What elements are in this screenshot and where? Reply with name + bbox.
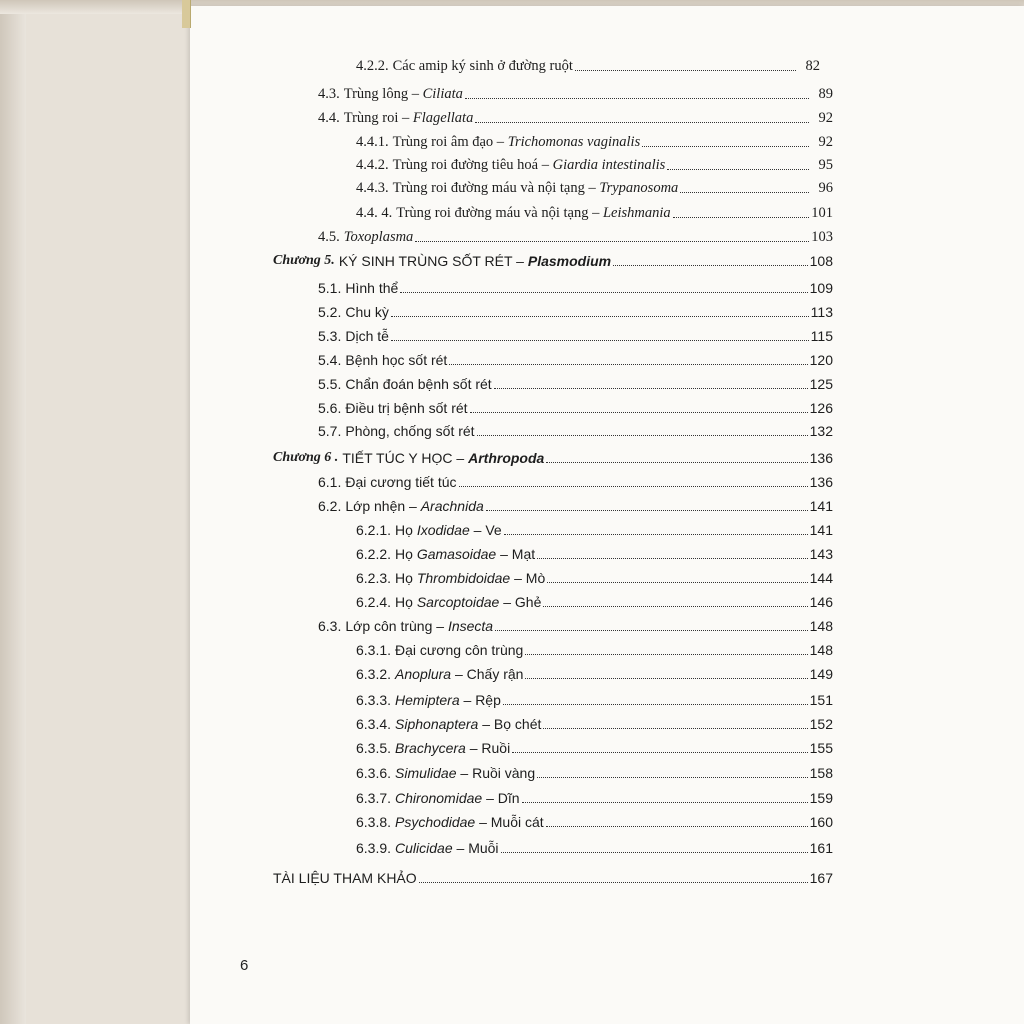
toc-entry-page: 158: [809, 765, 833, 781]
toc-entry-common-name: – Ve: [469, 522, 502, 538]
toc-entry: [356, 666, 833, 682]
toc-entry-page: 125: [809, 376, 833, 392]
toc-entry-page: 92: [818, 134, 833, 150]
toc-entry-number: Chương 6 .: [273, 450, 339, 465]
toc-entry-number: 4.3.: [318, 86, 340, 102]
toc-entry-title: [344, 229, 414, 245]
toc-entry-title: [345, 352, 447, 368]
toc-entry-number: 5.1.: [318, 280, 342, 296]
toc-entry-number: 4.4.1.: [356, 134, 389, 150]
toc-entry-title: [396, 205, 670, 221]
toc-entry-page: 95: [818, 157, 833, 173]
toc-entry: [356, 180, 833, 196]
toc-entry-common-name: – Mò: [510, 570, 546, 586]
dot-leader: [486, 510, 808, 511]
toc-entry-number: 6.2.4.: [356, 594, 392, 610]
toc-entry: [318, 328, 833, 344]
toc-entry-number: 6.2.2.: [356, 546, 392, 562]
toc-entry-latin-name: Toxoplasma: [343, 229, 414, 245]
toc-entry-title-text: KÝ SINH TRÙNG SỐT RÉT –: [338, 253, 528, 269]
dot-leader: [543, 606, 807, 607]
toc-entry-number: 5.7.: [318, 423, 342, 439]
toc-entry-number: 6.3.8.: [356, 814, 392, 830]
toc-entry-latin-name: Thrombidoidae: [416, 570, 511, 586]
dot-leader: [494, 388, 808, 389]
toc-entry-title-text: Họ: [395, 546, 417, 562]
dot-leader: [475, 122, 809, 123]
toc-entry: [318, 618, 833, 634]
toc-entry-title-text: Đại cương tiết túc: [345, 474, 457, 490]
toc-entry-number: 6.3.3.: [356, 692, 392, 708]
dot-leader: [667, 169, 809, 170]
toc-entry: [356, 692, 833, 708]
dot-leader: [546, 462, 807, 463]
toc-entry: [318, 352, 833, 368]
toc-entry-title: [395, 642, 523, 658]
toc-entry: [356, 716, 833, 732]
toc-entry-title-text: Họ: [395, 594, 417, 610]
toc-entry-title: [342, 450, 544, 466]
toc-entry-latin-name: Plasmodium: [527, 253, 612, 269]
dot-leader: [419, 882, 808, 883]
toc-entry-title: [395, 522, 502, 538]
toc-entry-number: 6.3.5.: [356, 740, 392, 756]
toc-entry-title: [393, 180, 679, 196]
toc-entry-title: [395, 790, 520, 806]
toc-entry-title-text: Hình thể: [345, 280, 399, 296]
toc-entry-title-text: Trùng roi –: [343, 110, 413, 126]
dot-leader: [459, 486, 808, 487]
toc-entry-latin-name: Hemiptera: [395, 692, 460, 708]
toc-entry-latin-name: Anoplura: [395, 666, 452, 682]
toc-entry-latin-name: Simulidae: [395, 765, 457, 781]
toc-entry-title-text: Họ: [395, 522, 417, 538]
toc-entry-number: 4.5.: [318, 229, 340, 245]
toc-entry-page: 120: [809, 352, 833, 368]
toc-entry-common-name: – Bọ chét: [478, 716, 542, 732]
toc-entry-title-text: Trùng roi đường máu và nội tạng –: [392, 180, 600, 196]
page-number: 6: [240, 957, 249, 974]
toc-entry-common-name: – Ruồi: [465, 740, 511, 756]
toc-entry: [356, 134, 833, 150]
toc-entry-number: 4.2.2.: [356, 58, 389, 74]
toc-entry-latin-name: Arthropoda: [468, 450, 545, 466]
toc-entry-number: 6.3.7.: [356, 790, 392, 806]
dot-leader: [522, 802, 808, 803]
toc-entry-page: 144: [809, 570, 833, 586]
toc-entry-page: 151: [809, 692, 833, 708]
dot-leader: [525, 678, 807, 679]
toc-entry: [318, 498, 833, 514]
toc-entry-title: [345, 618, 493, 634]
toc-entry-number: 5.4.: [318, 352, 342, 368]
toc-entry-common-name: – Ghẻ: [499, 594, 542, 610]
toc-entry-number: 6.3.4.: [356, 716, 392, 732]
toc-entry-latin-name: Siphonaptera: [395, 716, 479, 732]
toc-entry-number: 4.4.: [318, 110, 340, 126]
toc-entry-title: [395, 570, 545, 586]
dot-leader: [525, 654, 807, 655]
dot-leader: [504, 534, 808, 535]
toc-entry: [273, 870, 833, 886]
toc-entry-latin-name: Brachycera: [395, 740, 466, 756]
toc-entry-title: [395, 740, 510, 756]
toc-entry-title: [395, 692, 501, 708]
toc-entry-title: [345, 498, 483, 514]
toc-entry-page: 101: [811, 205, 833, 221]
dot-leader: [501, 852, 808, 853]
toc-entry-title: [345, 474, 456, 490]
toc-entry-number: 6.2.1.: [356, 522, 392, 538]
toc-entry: [356, 814, 833, 830]
dot-leader: [415, 241, 809, 242]
toc-entry-title: [339, 253, 611, 269]
toc-entry-number: 6.1.: [318, 474, 342, 490]
toc-entry-page: 155: [809, 740, 833, 756]
toc-entry-title: [395, 840, 499, 856]
toc-entry-title: [345, 400, 467, 416]
dot-leader: [477, 435, 808, 436]
dot-leader: [546, 826, 808, 827]
toc-entry-title-text: Trùng roi đường tiêu hoá –: [392, 157, 553, 173]
toc-entry: [318, 86, 833, 102]
dot-leader: [537, 777, 808, 778]
toc-entry-page: 159: [809, 790, 833, 806]
toc-entry-title-text: Dịch tễ: [345, 328, 389, 344]
dot-leader: [503, 704, 808, 705]
dot-leader: [642, 146, 809, 147]
toc-entry-common-name: – Rệp: [459, 692, 501, 708]
dot-leader: [400, 292, 807, 293]
toc-entry-page: 82: [805, 58, 820, 74]
toc-entry: [318, 229, 833, 245]
toc-entry-latin-name: Arachnida: [420, 498, 484, 514]
dot-leader: [673, 217, 809, 218]
toc-entry-number: 6.3.: [318, 618, 342, 634]
toc-entry-title: [393, 134, 641, 150]
toc-entry-page: 108: [809, 253, 833, 269]
toc-entry-page: 136: [809, 450, 833, 466]
toc-entry: [356, 58, 820, 74]
dot-leader: [470, 412, 808, 413]
toc-entry-latin-name: Leishmania: [602, 205, 671, 221]
toc-entry-title-text: Trùng roi âm đạo –: [392, 134, 508, 150]
toc-entry-page: 141: [809, 522, 833, 538]
toc-entry: [356, 740, 833, 756]
toc-entry-title-text: Các amip ký sinh ở đường ruột: [392, 58, 573, 74]
toc-entry-number: 5.6.: [318, 400, 342, 416]
toc-entry-title-text: TÀI LIỆU THAM KHẢO: [273, 870, 417, 886]
toc-entry-page: 161: [809, 840, 833, 856]
toc-entry-number: 4.4.3.: [356, 180, 389, 196]
toc-entry-title: [395, 666, 523, 682]
toc-entry-title: [395, 594, 541, 610]
toc-entry-common-name: – Muỗi cát: [475, 814, 544, 830]
toc-entry-latin-name: Chironomidae: [395, 790, 483, 806]
toc-entry: [356, 765, 833, 781]
toc-entry: [356, 522, 833, 538]
toc-entry: [318, 376, 833, 392]
toc-entry-title-text: Đại cương côn trùng: [395, 642, 524, 658]
toc-entry-title: [395, 814, 544, 830]
dot-leader: [465, 98, 809, 99]
toc-entry-title: [395, 716, 541, 732]
toc-entry: [356, 840, 833, 856]
toc-entry-latin-name: Sarcoptoidae: [416, 594, 500, 610]
toc-entry-page: 113: [810, 304, 833, 320]
toc-entry-page: 148: [809, 642, 833, 658]
toc-entry: [356, 546, 833, 562]
dot-leader: [543, 728, 807, 729]
toc-entry-page: 149: [809, 666, 833, 682]
toc-entry-latin-name: Gamasoidae: [416, 546, 497, 562]
toc-entry-title-text: Bệnh học sốt rét: [345, 352, 448, 368]
toc-entry-latin-name: Insecta: [447, 618, 494, 634]
toc-entry-page: 146: [809, 594, 833, 610]
toc-entry-title: [393, 58, 573, 74]
toc-entry-latin-name: Psychodidae: [395, 814, 476, 830]
toc-entry-common-name: – Muỗi: [452, 840, 499, 856]
toc-entry: [318, 110, 833, 126]
toc-entry-title: [395, 546, 535, 562]
toc-entry-number: 5.5.: [318, 376, 342, 392]
toc-entry-latin-name: Giardia intestinalis: [552, 157, 666, 173]
toc-entry-page: 141: [809, 498, 833, 514]
toc-entry-number: 6.3.6.: [356, 765, 392, 781]
toc-entry-title: [393, 157, 666, 173]
dot-leader: [495, 630, 808, 631]
toc-entry-title-text: Điều trị bệnh sốt rét: [345, 400, 468, 416]
toc-entry-common-name: – Ruồi vàng: [456, 765, 536, 781]
toc-entry-page: 126: [809, 400, 833, 416]
toc-entry-number: 4.4. 4.: [356, 205, 393, 221]
toc-entry-title-text: Chu kỳ: [345, 304, 389, 320]
toc-entry-number: 5.2.: [318, 304, 342, 320]
toc-entry-title: [345, 423, 474, 439]
toc-entry-latin-name: Flagellata: [412, 110, 474, 126]
toc-entry-title: [345, 328, 389, 344]
toc-entry: [356, 205, 833, 221]
toc-entry-page: 92: [818, 110, 833, 126]
toc-entry: [356, 594, 833, 610]
toc-entry-title-text: Chẩn đoán bệnh sốt rét: [345, 376, 492, 392]
toc-entry-number: 6.3.9.: [356, 840, 392, 856]
toc-entry-title: [345, 280, 398, 296]
dot-leader: [391, 340, 809, 341]
toc-entry-title: [395, 765, 535, 781]
toc-entry-title: [344, 86, 463, 102]
toc-entry-title-text: Họ: [395, 570, 417, 586]
dot-leader: [512, 752, 807, 753]
toc-entry-common-name: – Chấy rận: [451, 666, 524, 682]
toc-entry-page: 89: [818, 86, 833, 102]
toc-entry-number: 6.3.2.: [356, 666, 392, 682]
toc-entry-number: 4.4.2.: [356, 157, 389, 173]
toc-entry-page: 96: [818, 180, 833, 196]
toc-entry: [318, 304, 833, 320]
toc-entry-title: [344, 110, 474, 126]
toc-entry: [318, 474, 833, 490]
toc-entry-latin-name: Ciliata: [422, 86, 463, 102]
toc-chapter-entry: [273, 253, 833, 269]
toc-entry-page: 103: [811, 229, 833, 245]
toc-entry-common-name: – Mạt: [496, 546, 536, 562]
dot-leader: [537, 558, 808, 559]
dot-leader: [613, 265, 808, 266]
toc-entry-page: 132: [809, 423, 833, 439]
toc-entry-number: 6.2.: [318, 498, 342, 514]
toc-entry-page: 148: [809, 618, 833, 634]
toc-entry-number: 6.2.3.: [356, 570, 392, 586]
toc-entry-page: 115: [810, 328, 833, 344]
toc-entry-latin-name: Trichomonas vaginalis: [507, 134, 641, 150]
toc-entry-latin-name: Trypanosoma: [599, 180, 679, 196]
toc-entry: [356, 790, 833, 806]
toc-entry: [356, 157, 833, 173]
toc-entry-number: Chương 5.: [273, 253, 335, 268]
toc-entry-page: 160: [809, 814, 833, 830]
toc-entry: [356, 570, 833, 586]
toc-entry-latin-name: Ixodidae: [416, 522, 470, 538]
dot-leader: [680, 192, 809, 193]
toc-entry: [356, 642, 833, 658]
toc-entry-page: 136: [809, 474, 833, 490]
dot-leader: [391, 316, 809, 317]
toc-entry-title-text: Trùng roi đường máu và nội tạng –: [396, 205, 603, 221]
toc-entry-title: [345, 376, 491, 392]
toc-entry: [318, 400, 833, 416]
toc-entry-title-text: Phòng, chống sốt rét: [345, 423, 475, 439]
toc-chapter-entry: [273, 450, 833, 466]
toc-entry: [318, 280, 833, 296]
toc-entry-page: 109: [809, 280, 833, 296]
toc-entry-title-text: TIẾT TÚC Y HỌC –: [342, 450, 469, 466]
dot-leader: [449, 364, 807, 365]
toc-entry-title-text: Trùng lông –: [343, 86, 423, 102]
toc-entry-common-name: – Dĩn: [482, 790, 520, 806]
toc-entry-page: 152: [809, 716, 833, 732]
toc-entry: [318, 423, 833, 439]
toc-entry-page: 143: [809, 546, 833, 562]
toc-entry-title: [345, 304, 389, 320]
dot-leader: [547, 582, 807, 583]
toc-entry-number: 6.3.1.: [356, 642, 392, 658]
toc-entry-title-text: Lớp nhện –: [345, 498, 421, 514]
toc-entry-number: 5.3.: [318, 328, 342, 344]
toc-entry-title-text: Lớp côn trùng –: [345, 618, 448, 634]
toc-entry-title: [273, 870, 417, 886]
toc-entry-latin-name: Culicidae: [395, 840, 453, 856]
dot-leader: [575, 70, 796, 71]
toc-entry-page: 167: [809, 870, 833, 886]
